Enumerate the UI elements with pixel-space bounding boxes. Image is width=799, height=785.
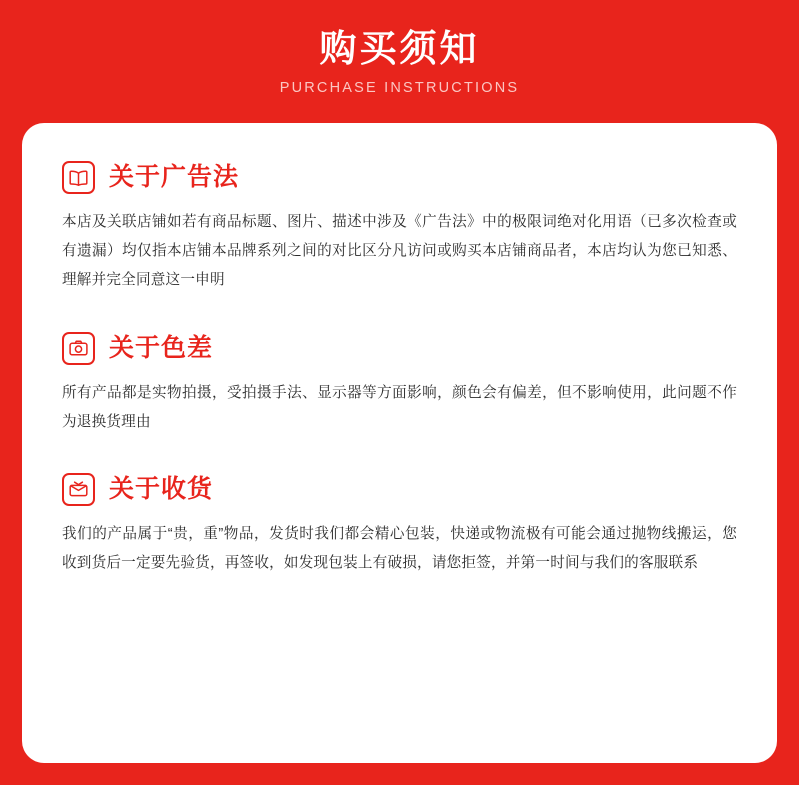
section-advertising-law [62, 161, 737, 296]
section-header [62, 161, 737, 194]
section-receiving [62, 473, 737, 578]
page-subtitle: PURCHASE INSTRUCTIONS [279, 80, 520, 97]
section-title: 关于广告法 [109, 163, 240, 191]
page-header [0, 0, 799, 96]
package-icon [62, 473, 95, 506]
section-body: 所有产品都是实物拍摄，受拍摄手法、显示器等方面影响，颜色会有偏差，但不影响使用，此问题不作为退换货理由 [62, 384, 737, 430]
content-card [22, 123, 777, 763]
section-title: 关于收货 [109, 474, 214, 503]
section-title: 关于色差 [109, 333, 214, 362]
section-body: 我们的产品属于“贵，重”物品，发货时我们都会精心包装，快递或物流极有可能会通过抛物线搬运，您收到货后一定要先验货，再签收，如发现包装上有破损，请您拒签，并第一时间与我们的客服联系 [62, 525, 737, 572]
page-title: 购买须知 [319, 28, 480, 69]
book-icon [62, 161, 95, 194]
section-body: 本店及关联店铺如若有商品标题、图片、描述中涉及《广告法》中的极限词绝对化用语（已多次检查或有遗漏）均仅指本店铺本品牌系列之间的对比区分凡访问或购买本店铺商品者，本店均认为您已知悉、理解并完全同意这一申明 [62, 214, 737, 289]
camera-icon [62, 332, 95, 365]
section-color-difference [62, 332, 737, 437]
section-header [62, 473, 737, 506]
section-header [62, 332, 737, 365]
